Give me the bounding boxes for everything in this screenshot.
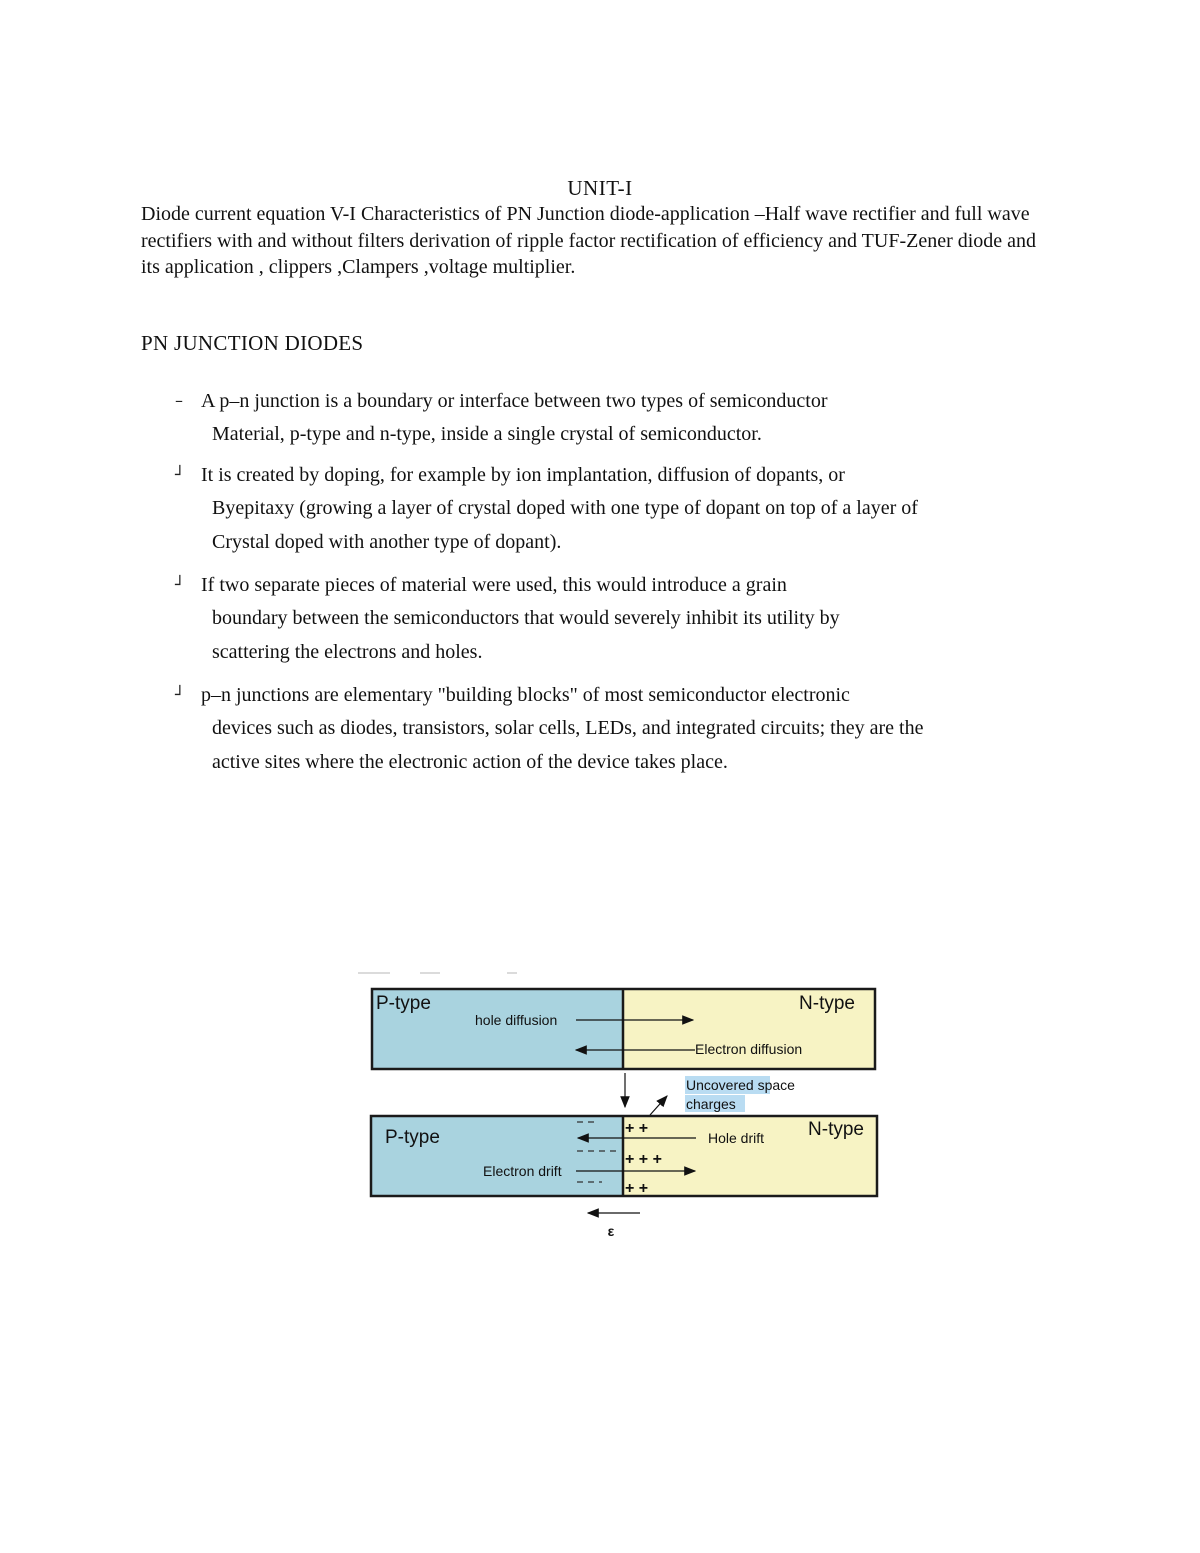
section-heading: PN JUNCTION DIODES [141,331,364,355]
bullet-text-continued: scattering the electrons and holes. [212,641,483,663]
bullet-text: A p–n junction is a boundary or interface between two types of semiconductor [201,390,828,412]
bullet-mark-icon: – [175,391,183,410]
positive-charges-row: + + [625,1180,649,1197]
electric-field [588,1213,640,1239]
bullet-mark-icon: ┘ [175,465,185,484]
unit-title: UNIT-I [567,176,633,200]
bullet-item [175,385,1075,459]
positive-charges-row: + + [625,1120,649,1137]
hole-diffusion-label: hole diffusion [475,1012,558,1028]
n-type-label: N-type [808,1119,864,1140]
bullet-text: It is created by doping, for example by ion implantation, diffusion of dopants, or [201,464,845,486]
bullet-text-continued: devices such as diodes, transistors, solar cells, LEDs, and integrated circuits; they are the [212,717,924,739]
bullet-mark-icon: ┘ [175,685,185,704]
p-type-label: P-type [376,993,431,1014]
bullet-text: p–n junctions are elementary "building blocks" of most semiconductor electronic [201,684,850,706]
pn-junction-diagram [350,960,890,1250]
bullet-text-continued: active sites where the electronic action of the device takes place. [212,751,728,773]
bullet-list [175,385,1075,779]
bullet-item [175,679,1075,779]
diffusion-panel [372,989,875,1069]
intro-line: Diode current equation V-I Characteristics of PN Junction diode-application –Half wave rectifier and full wave [141,203,1030,225]
transition-annotations [625,1073,795,1115]
syllabus-intro [141,201,1200,281]
electron-diffusion-label: Electron diffusion [695,1041,803,1057]
intro-line: its application , clippers ,Clampers ,voltage multiplier. [141,256,576,278]
pointer-arrow-icon [650,1096,667,1115]
bullet-text-continued: boundary between the semiconductors that would severely inhibit its utility by [212,607,840,629]
positive-charges-row: + + + [625,1151,662,1168]
charges-label: charges [686,1096,736,1112]
hole-drift-label: Hole drift [708,1130,765,1146]
bullet-text-continued: Crystal doped with another type of dopant). [212,531,562,553]
bullet-text-continued: Material, p-type and n-type, inside a single crystal of semiconductor. [212,423,762,445]
n-type-label: N-type [799,993,855,1014]
bullet-mark-icon: ┘ [175,575,185,594]
bullet-item [175,569,1075,679]
bullet-item [175,459,1075,569]
p-type-label: P-type [385,1127,440,1148]
intro-line: rectifiers with and without filters derivation of ripple factor rectification of efficiency and TUF-Zener diode and [141,229,1037,252]
electron-drift-label: Electron drift [483,1163,562,1179]
uncovered-space-label: Uncovered space [686,1077,795,1093]
field-symbol: ε [607,1223,615,1239]
drift-panel [371,1116,877,1197]
bullet-text-continued: Byepitaxy (growing a layer of crystal doped with one type of dopant on top of a layer of [212,497,918,519]
bullet-text: If two separate pieces of material were used, this would introduce a grain [201,574,787,596]
